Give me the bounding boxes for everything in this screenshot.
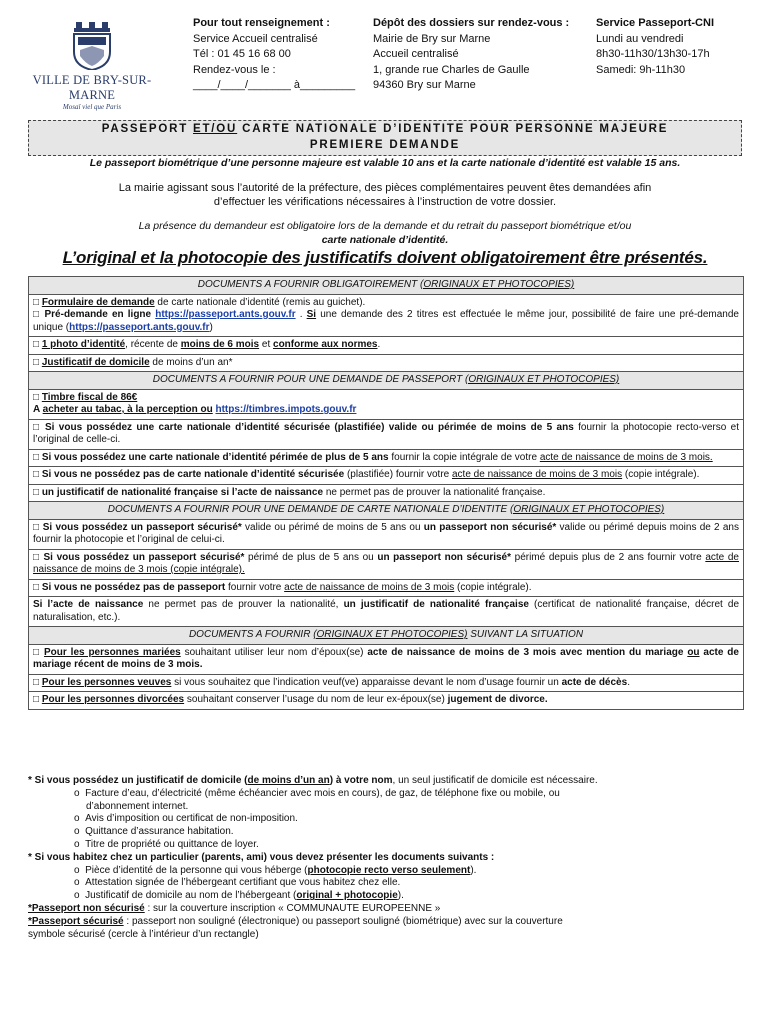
item-text: (copie intégrale). (622, 469, 700, 480)
item-label: Si l’acte de naissance (33, 599, 144, 610)
header-text: (ORIGINAUX ET PHOTOCOPIES) (313, 629, 468, 640)
note-text: ). (470, 864, 477, 876)
item-text: (copie intégrale). (454, 581, 532, 593)
item-label: Pour les personnes veuves (41, 676, 172, 688)
presence-note (28, 219, 742, 247)
item-text: acte de mariage récent de moins de 3 mois. (33, 646, 739, 670)
item-label: Si vous possédez une carte nationale d’identité périmée de plus de 5 ans (41, 451, 389, 463)
header-text: (ORIGINAUX ET PHOTOCOPIES) (509, 504, 665, 515)
list-item: □ Formulaire de demande de carte nationale d’identité (remis au guichet). □ Pré-demande en ligne https://passeport.ants.gouv.fr . Si une demande des 2 titres est effectuée le même jour, possibilité de faire une pré-demande unique (https://passeport.ants.gouv.fr) (29, 295, 743, 338)
title-part: PASSEPORT (101, 123, 194, 135)
note-text: : passeport non souligné (électronique) ou passeport souligné (biométrique) avec sur la couverture (123, 915, 563, 927)
item-text: conforme aux normes (273, 339, 378, 350)
note-text: Pièce d’identité de la personne qui vous héberge ( (85, 864, 308, 876)
address-line: 1, grande rue Charles de Gaulle (373, 63, 530, 76)
note-text: d’abonnement internet. (86, 800, 189, 812)
header-text: DOCUMENTS A FOURNIR (188, 629, 314, 640)
note-text: symbole sécurisé (cercle à l’intérieur d’un rectangle) (28, 928, 259, 940)
list-item: □ Si vous possédez un passeport sécurisé* valide ou périmé de moins de 5 ans ou un passeport non sécurisé* valide ou périmé depuis moins de 2 ans fournir la photocopie et l’original de celui-ci. (29, 520, 743, 550)
header-info-column (193, 16, 355, 94)
header-hours-column (596, 16, 714, 78)
section-header (29, 502, 743, 520)
header-text: DOCUMENTS A FOURNIR OBLIGATOIREMENT (197, 279, 420, 290)
list-item: □ un justificatif de nationalité française si l’acte de naissance ne permet pas de prouver la nationalité française. (29, 485, 743, 503)
deposit-title: Dépôt des dossiers sur rendez-vous : (373, 17, 570, 29)
list-item: □ Si vous possédez une carte nationale d’identité périmée de plus de 5 ans fournir la copie intégrale de votre acte de naissance de moins de 3 mois. (29, 450, 743, 468)
document-title (28, 120, 742, 156)
validity-note: Le passeport biométrique d’une personne majeure est valable 10 ans et la carte nationale d’identité est valable 15 ans. (89, 157, 681, 169)
item-text: fournir la copie intégrale de votre (388, 451, 540, 463)
address-line: Mairie de Bry sur Marne (373, 32, 491, 45)
item-text: ou (687, 646, 700, 658)
note-text: ). (397, 890, 404, 902)
note-text: * Si vous habitez chez un particulier (parents, ami) vous devez présenter les documents suivants : (28, 851, 495, 863)
note-line: d’effectuer les vérifications nécessaires à l’instruction de votre dossier. (213, 196, 557, 208)
item-label: Pour les personnes mariées (44, 646, 181, 658)
item-text: ne permet pas de prouver la nationalité, (143, 599, 344, 610)
note-text: Facture d’eau, d’électricité (même échéancier avec mois en cours), de gaz, de téléphone fixe ou mobile, ou (85, 787, 560, 799)
item-label: Pré-demande en ligne (44, 309, 152, 320)
note-text: Avis d’imposition ou certificat de non-imposition. (85, 813, 298, 825)
list-item: □ Pour les personnes mariées souhaitant utiliser leur nom d’époux(se) acte de naissance de moins de 3 mois avec mention du mariage ou acte de mariage récent de moins de 3 mois. (29, 645, 743, 675)
item-text: (plastifiée) fournir votre (344, 469, 452, 480)
note-line: La présence du demandeur est obligatoire lors de la demande et du retrait du passeport biométrique et/ou (138, 220, 632, 232)
list-item (29, 597, 743, 627)
item-label: Si vous ne possédez pas de passeport (41, 581, 226, 593)
item-text: souhaitant conserver l’usage du nom de leur ex-époux(se) (184, 694, 448, 705)
list-item: □ Si vous possédez une carte nationale d’identité sécurisée (plastifiée) valide ou périmée de moins de 5 ans fournir la photocopie recto-verso et l’original de celle-ci. (29, 420, 743, 450)
item-text: une demande des 2 titres est effectuée le même jour, possibilité de faire une pré-demande unique ( (33, 309, 739, 333)
item-label: Formulaire de demande (41, 296, 155, 308)
note-text: , un seul justificatif de domicile est nécessaire. (392, 775, 598, 786)
note-bullet: o Attestation signée de l’hébergeant certifiant que vous habitez chez elle. (74, 877, 401, 889)
section-header (29, 277, 743, 295)
city-motto: Mosaï viel que Paris (62, 103, 122, 111)
header-text: SUIVANT LA SITUATION (467, 629, 584, 640)
item-text: valide ou périmé depuis moins de 2 ans fournir la photocopie et l’original de celui-ci. (33, 521, 739, 545)
note-text: Titre de propriété ou quittance de loyer. (85, 838, 259, 850)
item-text: ) (209, 321, 213, 333)
note-bullet: o Justificatif de domicile au nom de l’hébergeant (original + photocopie). (74, 890, 404, 902)
item-label: Justificatif de domicile (41, 356, 150, 368)
title-part: ET/OU (193, 123, 238, 135)
item-text: et (259, 339, 274, 350)
section-header (29, 627, 743, 645)
item-text: périmé de plus de 5 ans ou (244, 551, 378, 563)
item-text: fournir votre (225, 581, 285, 593)
item-label: Si vous possédez une carte nationale d’identité sécurisée (plastifiée) valide ou périmée de moins de 5 ans (44, 421, 574, 433)
item-text: fournir la photocopie recto-verso et l’original de celle-ci. (33, 421, 739, 445)
note-bullet: o Titre de propriété ou quittance de loyer. (74, 838, 259, 850)
appointment-blank: ____/____/_______ à_________ (193, 79, 356, 91)
documents-table (28, 276, 744, 710)
note-text: Quittance d’assurance habitation. (85, 826, 234, 838)
list-item: □ Si vous possédez un passeport sécurisé* périmé de plus de 5 ans ou un passeport non sécurisé* périmé depuis plus de 2 ans fournir votre acte de naissance de moins de 3 mois (copie intégrale). (29, 550, 743, 580)
coat-of-arms-icon (66, 22, 118, 70)
note-bullet (28, 801, 742, 814)
note-text: * Si vous possédez un justificatif de domicile ( (28, 775, 248, 786)
info-line: Tél : 01 45 16 68 00 (193, 48, 291, 60)
ants-link[interactable]: https://passeport.ants.gouv.fr (69, 321, 210, 333)
item-text: périmé depuis plus de 2 ans fournir votre (511, 551, 706, 563)
item-text: valide ou périmé de moins de 5 ans ou (241, 521, 424, 533)
note-line: carte nationale d’identité. (321, 234, 449, 246)
list-item: □ Justificatif de domicile de moins d’un an* (29, 355, 743, 373)
item-text: de carte nationale d’identité (remis au guichet). (154, 296, 366, 308)
note-bullet: o Facture d’eau, d’électricité (même échéancier avec mois en cours), de gaz, de téléphone fixe ou mobile, ou (74, 787, 560, 799)
note-line: La mairie agissant sous l’autorité de la préfecture, des pièces complémentaires peuvent êtes demandées afin (118, 182, 652, 194)
item-text: acte de naissance de moins de 3 mois (284, 581, 455, 593)
originals-warning: L’original et la photocopie des justificatifs doivent obligatoirement être présentés. (62, 248, 708, 267)
note-text: *Passeport non sécurisé (28, 902, 145, 914)
note-text: Justificatif de domicile au nom de l’hébergeant ( (85, 890, 297, 902)
item-text: acte de naissance de moins de 3 mois avec mention du mariage (367, 646, 688, 658)
note-bullet: o Avis d’imposition ou certificat de non-imposition. (74, 813, 298, 825)
hours-line: Lundi au vendredi (596, 32, 684, 45)
note-text: de moins d’un an (247, 775, 330, 786)
item-label: Si vous possédez un passeport sécurisé* (42, 521, 242, 533)
item-text: jugement de divorce. (447, 694, 548, 705)
header-text: DOCUMENTS A FOURNIR POUR UNE DEMANDE DE CARTE NATIONALE D’IDENTITE (107, 504, 510, 515)
item-text: . (377, 339, 381, 350)
city-name: VILLE DE BRY-SUR-MARNE (32, 73, 152, 102)
list-item: □ Si vous ne possédez pas de passeport fournir votre acte de naissance de moins de 3 mois (copie intégrale). (29, 580, 743, 598)
hours-line: Samedi: 9h-11h30 (596, 63, 686, 76)
header-text: (ORIGINAUX ET PHOTOCOPIES) (464, 374, 620, 385)
authority-note (28, 181, 742, 209)
footnotes (28, 775, 742, 941)
list-item: □ Pour les personnes veuves si vous souhaitez que l’indication veuf(ve) apparaisse devant le nom d’usage fournir un acte de décès. (29, 675, 743, 693)
list-item: □ 1 photo d’identité, récente de moins de 6 mois et conforme aux normes. (29, 337, 743, 355)
item-label: Timbre fiscal de 86€ (41, 391, 138, 403)
item-text: , récente de (125, 339, 181, 350)
section-header (29, 372, 743, 390)
address-line: Accueil centralisé (373, 48, 459, 60)
item-text: si vous souhaitez que l’indication veuf(ve) apparaisse devant le nom d’usage fournir un (171, 676, 562, 688)
item-text: Si (306, 309, 317, 320)
header-text: DOCUMENTS A FOURNIR POUR UNE DEMANDE DE PASSEPORT (152, 374, 465, 385)
item-text: acte de décès (561, 676, 628, 688)
item-text: acte de naissance de moins de 3 mois (copie intégrale). (33, 551, 739, 575)
item-label: un justificatif de nationalité française si l’acte de naissance (41, 486, 324, 498)
note-text: original + photocopie (296, 890, 398, 902)
item-text: ne permet pas de prouver la nationalité française. (323, 486, 546, 498)
title-subtitle: PREMIERE DEMANDE (309, 139, 461, 151)
list-item: □ Si vous ne possédez pas de carte nationale d’identité sécurisée (plastifiée) fournir votre acte de naissance de moins de 3 mois (copie intégrale). (29, 467, 743, 485)
item-text: A (33, 404, 43, 415)
note-text: Attestation signée de l’hébergeant certifiant que vous habitez chez elle. (85, 877, 401, 889)
item-label: Pour les personnes divorcées (41, 694, 185, 705)
item-text: un passeport non sécurisé* (377, 551, 512, 563)
address-line: 94360 Bry sur Marne (373, 79, 476, 91)
service-title: Service Passeport-CNI (596, 17, 714, 29)
note-bullet: o Pièce d’identité de la personne qui vous héberge (photocopie recto verso seulement). (74, 864, 477, 876)
item-label: 1 photo d’identité (41, 339, 126, 350)
item-text: moins de 6 mois (180, 339, 260, 350)
info-line: Rendez-vous le : (193, 63, 276, 76)
timbres-link[interactable]: https://timbres.impots.gouv.fr (215, 404, 357, 415)
item-text: (certificat de nationalité française, décret de naturalisation, etc.). (33, 599, 740, 623)
item-text: souhaitant utiliser leur nom d’époux(se) (180, 646, 368, 658)
item-text: acheter au tabac, à la perception ou (42, 404, 213, 415)
note-text: photocopie recto verso seulement (307, 864, 471, 876)
item-label: Si vous possédez un passeport sécurisé* (43, 551, 245, 563)
info-line: Service Accueil centralisé (193, 32, 318, 45)
list-item: □ Pour les personnes divorcées souhaitant conserver l’usage du nom de leur ex-époux(se) jugement de divorce. (33, 694, 548, 705)
info-title: Pour tout renseignement : (193, 17, 330, 29)
hours-line: 8h30-11h30/13h30-17h (596, 48, 710, 60)
note-text: : sur la couverture inscription « COMMUNAUTE EUROPEENNE » (144, 902, 441, 914)
item-text: de moins d’un an* (149, 356, 233, 368)
note-text: ) à votre nom (329, 775, 393, 786)
item-text: un passeport non sécurisé* (423, 521, 557, 533)
item-text: un justificatif de nationalité française (343, 599, 529, 610)
list-item: □ Timbre fiscal de 86€ A acheter au tabac, à la perception ou https://timbres.impots.gouv.fr (29, 390, 743, 420)
city-logo (22, 22, 162, 111)
item-label: Si vous ne possédez pas de carte nationale d’identité sécurisée (41, 469, 345, 480)
note-bullet: o Quittance d’assurance habitation. (74, 826, 234, 838)
title-part: CARTE NATIONALE D’IDENTITE POUR PERSONNE MAJEURE (237, 123, 669, 135)
note-text: *Passeport sécurisé (28, 915, 124, 927)
item-text: acte de naissance de moins de 3 mois. (539, 451, 713, 463)
header-deposit-column (373, 16, 569, 94)
ants-link[interactable]: https://passeport.ants.gouv.fr (155, 309, 296, 320)
item-text: . (295, 309, 307, 320)
header-text: (ORIGINAUX ET PHOTOCOPIES) (419, 279, 575, 290)
item-text: acte de naissance de moins de 3 mois (452, 469, 623, 480)
